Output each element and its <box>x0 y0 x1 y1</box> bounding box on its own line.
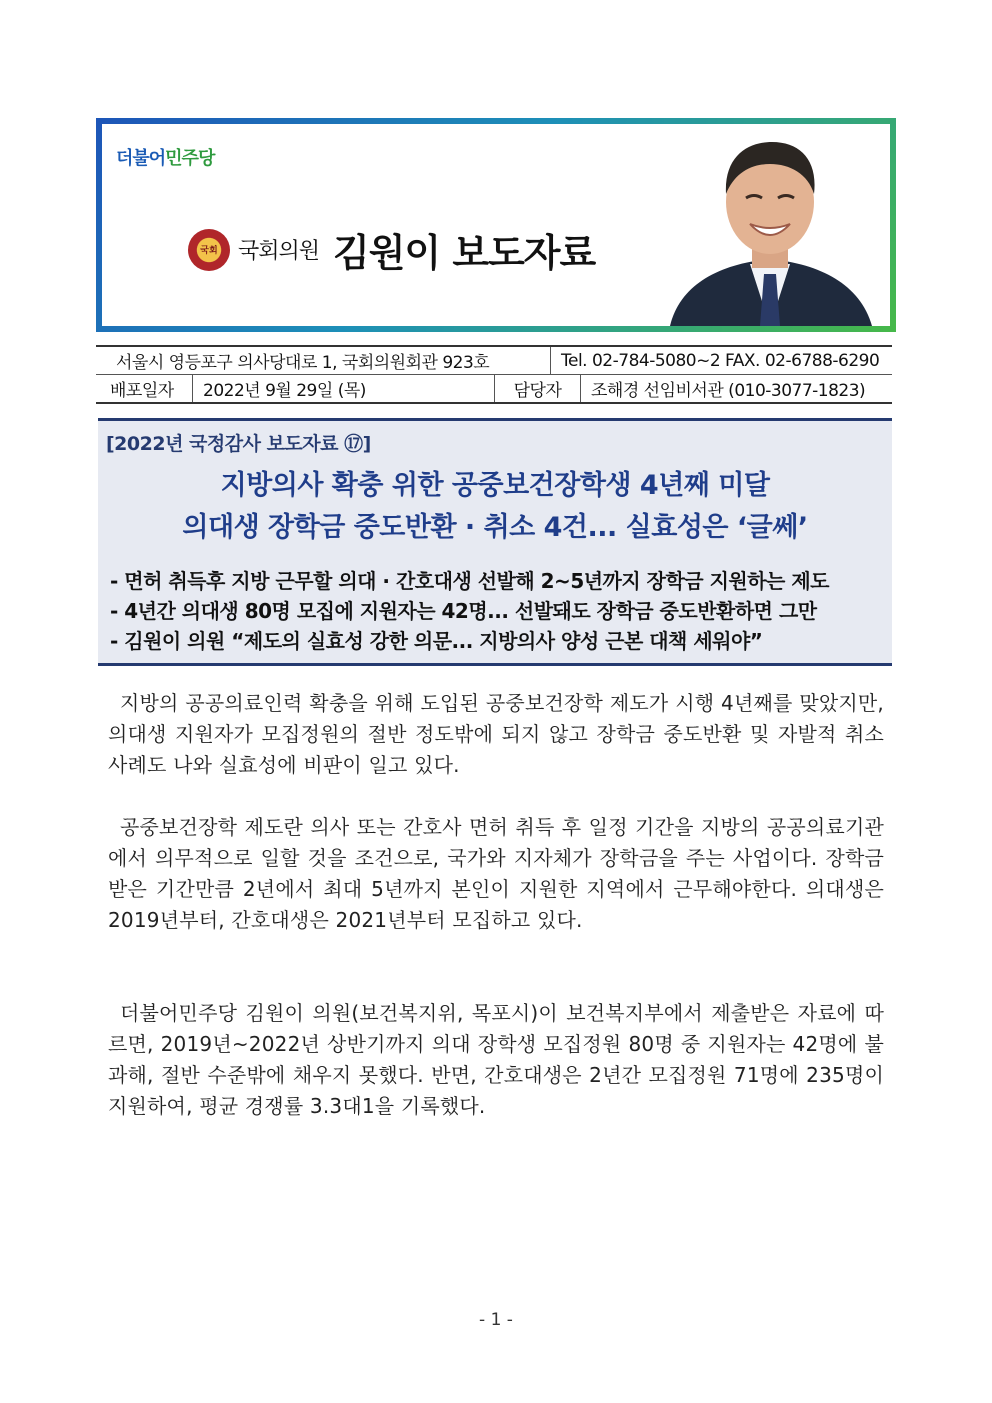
press-release-banner <box>96 118 896 332</box>
date-label: 배포일자 <box>110 381 174 401</box>
summary-bullet: - 4년간 의대생 80명 모집에 지원자는 42명... 선발돼도 장학금 중도반환하면 그만 <box>110 599 817 623</box>
body-paragraph: 공중보건장학 제도란 의사 또는 간호사 면허 취득 후 일정 기간을 지방의 공공의료기관에서 의무적으로 일할 것을 조건으로, 국가와 지자체가 장학금을 주는 사업이다. 장학금 받은 기간만큼 2년에서 최대 5년까지 본인이 지원한 지역에서 근무해야한다. 의대생은 2019년부터, 간호대생은 2021년부터 모집하고 있다. <box>108 815 884 932</box>
release-series: [2022년 국정감사 보도자료 ⑰] <box>106 433 371 455</box>
headline-title-line2: 의대생 장학금 중도반환 · 취소 4건... 실효성은 ‘글쎄’ <box>182 512 808 543</box>
press-release-title: 김원이 보도자료 <box>333 231 596 275</box>
address: 서울시 영등포구 의사당대로 1, 국회의원회관 923호 <box>116 353 490 373</box>
summary-bullet: - 김원이 의원 “제도의 실효성 강한 의문... 지방의사 양성 근본 대책 세워야” <box>110 629 763 653</box>
date-manager-row <box>96 375 892 404</box>
member-label: 국회의원 <box>238 239 320 264</box>
lawmaker-portrait <box>650 124 890 326</box>
page-number: - 1 - <box>479 1310 513 1330</box>
headline-title-line1: 지방의사 확충 위한 공중보건장학생 4년째 미달 <box>220 470 770 501</box>
summary-bullet: - 면허 취득후 지방 근무할 의대 · 간호대생 선발해 2~5년까지 장학금 지원하는 제도 <box>110 569 829 593</box>
national-assembly-seal-icon <box>188 229 230 271</box>
party-name-part2: 민주당 <box>165 148 215 169</box>
phone-fax: Tel. 02-784-5080~2 FAX. 02-6788-6290 <box>550 347 892 374</box>
contact-info-table <box>96 345 892 404</box>
seal-text: 국회 <box>200 246 218 256</box>
party-logo <box>116 144 214 170</box>
body-paragraph: 더불어민주당 김원이 의원(보건복지위, 목포시)이 보건복지부에서 제출받은 자료에 따르면, 2019년~2022년 상반기까지 의대 장학생 모집정원 80명 중 지원자는 42명에 불과해, 절반 수준밖에 채우지 못했다. 반면, 간호대생은 2년간 모집정원 71명에 235명이 지원하여, 평균 경쟁률 3.3대1을 기록했다. <box>108 1001 884 1118</box>
release-date: 2022년 9월 29일 (목) <box>192 375 494 402</box>
manager-contact: 조해경 선임비서관 (010-3077-1823) <box>580 375 892 402</box>
party-name-part1: 더불어 <box>116 148 166 169</box>
headline-box <box>98 418 892 666</box>
body-paragraph: 지방의 공공의료인력 확충을 위해 도입된 공중보건장학 제도가 시행 4년째를 맞았지만, 의대생 지원자가 모집정원의 절반 정도밖에 되지 않고 장학금 중도반환 및 자발적 취소 사례도 나와 실효성에 비판이 일고 있다. <box>108 691 884 777</box>
address-row <box>96 347 892 375</box>
banner-title-row <box>188 222 595 277</box>
manager-label: 담당자 <box>494 375 580 402</box>
